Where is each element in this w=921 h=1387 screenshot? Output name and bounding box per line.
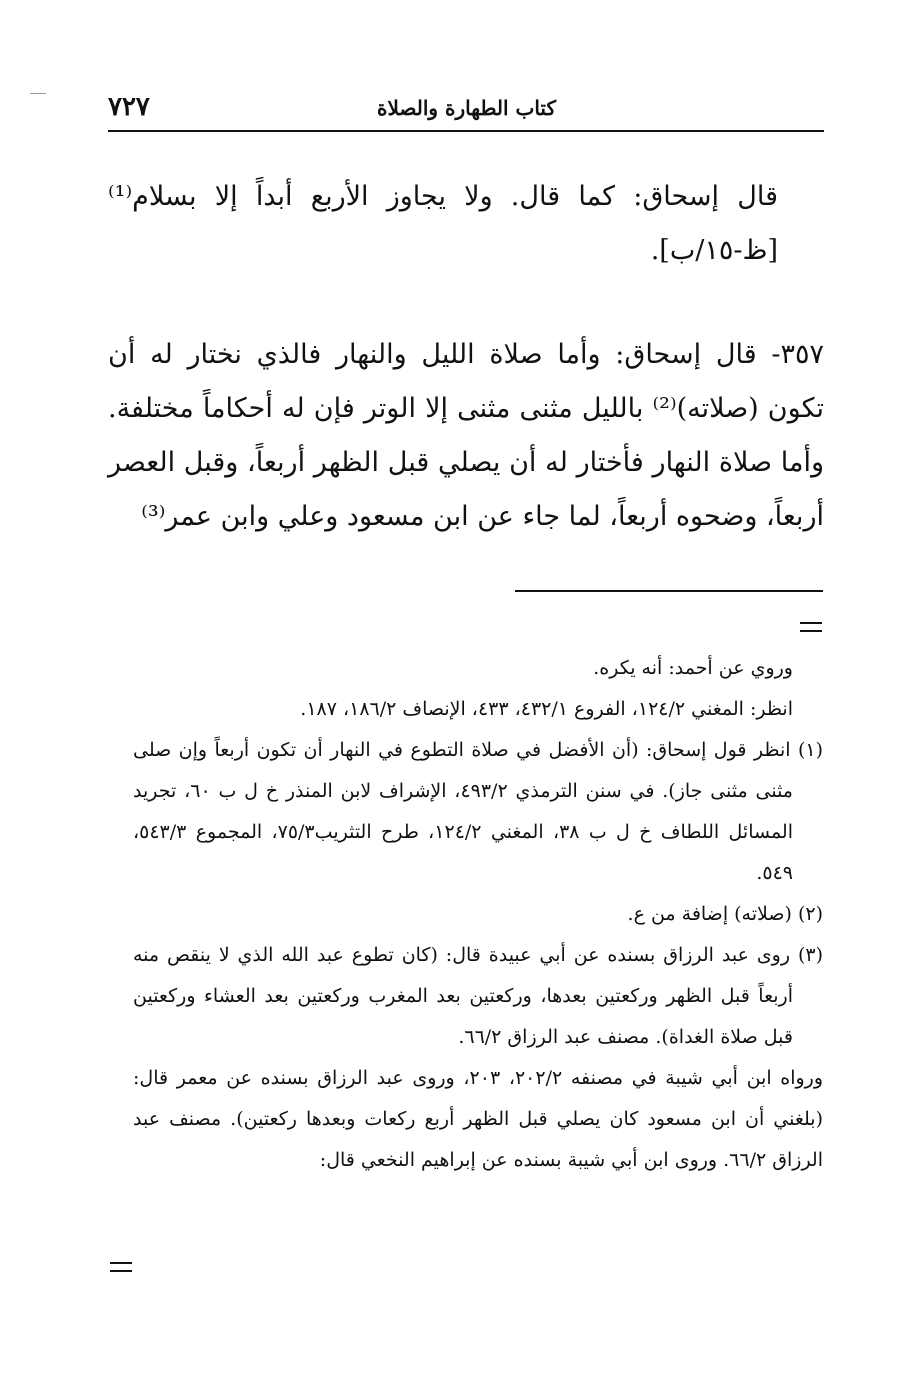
- header-rule: [108, 130, 824, 132]
- paragraph-1-text: قال إسحاق: كما قال. ولا يجاوز الأربع أبداً إلا بسلام⁽¹⁾ [ظ-١٥/ب].: [108, 181, 778, 266]
- paragraph-2-body: [108, 328, 824, 544]
- continuation-mark-top: [800, 622, 822, 634]
- footnotes: [133, 648, 823, 1181]
- paragraph-2: [108, 328, 824, 544]
- page-header: [108, 92, 824, 130]
- paragraph-2-number: ٣٥٧-: [771, 339, 824, 370]
- scan-mark: [30, 93, 46, 94]
- footnote-2: [133, 894, 823, 935]
- header-title: كتاب الطهارة والصلاة: [377, 96, 556, 120]
- footnote-continued-line-2: انظر: المغني ١٢٤/٢، الفروع ٤٣٢/١، ٤٣٣، الإنصاف ١٨٦/٢، ١٨٧.: [300, 698, 793, 720]
- footnote-3-continued: ورواه ابن أبي شيبة في مصنفه ٢٠٢/٢، ٢٠٣، وروى عبد الرزاق بسنده عن معمر قال: (بلغني أن ابن مسعود كان يصلي قبل الظهر أربع ركعات وبعدها ركعتين). مصنف عبد الرزاق ٦٦/٢. وروى ابن أبي شيبة بسنده عن إبراهيم النخعي قال:: [133, 1067, 824, 1171]
- footnote-1-text: (١) انظر قول إسحاق: (أن الأفضل في صلاة التطوع في النهار أن تكون أربعاً وإن صلى مثنى مثنى جاز). في سنن الترمذي ٤٩٣/٢، الإشراف لابن المنذر خ ل ب ٦٠، تجريد المسائل اللطاف خ ل ب ٣٨، المغني ١٢٤/٢، طرح التثريب٧٥/٣، المجموع ٥٤٣/٣، ٥٤٩.: [133, 739, 823, 884]
- footnote-3-text: (٣) روى عبد الرزاق بسنده عن أبي عبيدة قال: (كان تطوع عبد الله الذي لا ينقص منه أربعاً قبل الظهر وركعتين بعدها، وركعتين بعد المغرب وركعتين بعد العشاء وركعتين قبل صلاة الغداة). مصنف عبد الرزاق ٦٦/٢.: [133, 944, 823, 1048]
- footnote-3: [133, 935, 823, 1058]
- footnote-separator: [515, 590, 823, 592]
- paragraph-1: [108, 170, 824, 278]
- footnote-2-text: (٢) (صلاته) إضافة من ع.: [627, 903, 823, 925]
- continuation-mark-bottom: [110, 1262, 132, 1274]
- footnote-1: [133, 730, 823, 894]
- paragraph-2-text: قال إسحاق: وأما صلاة الليل والنهار فالذي نختار له أن تكون (صلاته)⁽²⁾ بالليل مثنى مثنى إلا الوتر فإن له أحكاماً مختلفة. وأما صلاة النهار فأختار له أن يصلي قبل الظهر أربعاً، وقبل العصر أربعاً، وضحوه أربعاً، لما جاء عن ابن مسعود وعلي وابن عمر⁽³⁾: [108, 339, 825, 532]
- footnote-continued-line-1: وروي عن أحمد: أنه يكره.: [593, 657, 793, 679]
- page-number: ٧٢٧: [108, 92, 150, 122]
